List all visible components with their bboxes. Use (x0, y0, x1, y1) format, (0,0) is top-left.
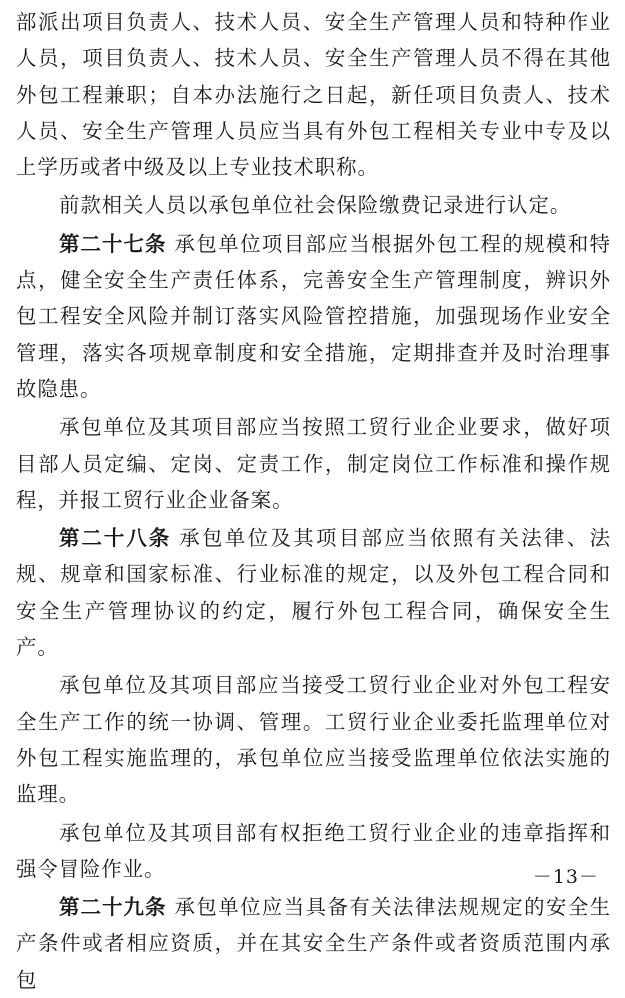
article-heading: 第二十八条 (59, 526, 172, 551)
article-heading: 第二十七条 (59, 231, 167, 256)
paragraph-text: 承包单位项目部应当根据外包工程的规模和特点，健全安全生产责任体系，完善安全生产管理制度，辨识外包工程安全风险并制订落实风险管控措施，加强现场作业安全管理，落实各项规章制度和安全措施，定期排查并及时治理事故隐患。 (16, 231, 612, 401)
paragraph-7 (16, 815, 611, 888)
paragraph-text: 部派出项目负责人、技术人员、安全生产管理人员和特种作业人员，项目负责人、技术人员、安全生产管理人员不得在其他外包工程兼职；自本办法施行之日起，新任项目负责人、技术人员、安全生产管理人员应当具有外包工程相关专业中专及以上学历或者中级及以上专业技术职称。 (16, 10, 611, 180)
article-28-paragraph (16, 520, 611, 665)
paragraph-text: 承包单位及其项目部应当接受工贸行业企业对外包工程安全生产工作的统一协调、管理。工贸行业企业委托监理单位对外包工程实施监理的，承包单位应当接受监理单位依法实施的监理。 (16, 673, 611, 807)
article-heading: 第二十九条 (59, 895, 167, 920)
paragraph-text: 前款相关人员以承包单位社会保险缴费记录进行认定。 (59, 193, 572, 218)
paragraph-text: 承包单位及其项目部有权拒绝工贸行业企业的违章指挥和强令冒险作业。 (16, 820, 611, 881)
page-number: －13－ (532, 866, 599, 888)
article-29-paragraph (16, 889, 611, 998)
paragraph-6 (16, 667, 611, 812)
paragraph-2 (16, 187, 611, 223)
paragraph-text: 承包单位及其项目部应当依照有关法律、法规、规章和国家标准、行业标准的规定，以及外包工程合同和安全生产管理协议的约定，履行外包工程合同，确保安全生产。 (16, 526, 611, 660)
paragraph-text: 承包单位及其项目部应当按照工贸行业企业要求，做好项目部人员定编、定岗、定责工作，制定岗位工作标准和操作规程，并报工贸行业企业备案。 (16, 415, 611, 512)
paragraph-4 (16, 409, 611, 518)
paragraph-1 (16, 4, 611, 185)
article-27-paragraph (16, 226, 611, 407)
paragraph-text: 承包单位应当具备有关法律法规规定的安全生产条件或者相应资质，并在其安全生产条件或者资质范围内承包 (16, 895, 612, 992)
